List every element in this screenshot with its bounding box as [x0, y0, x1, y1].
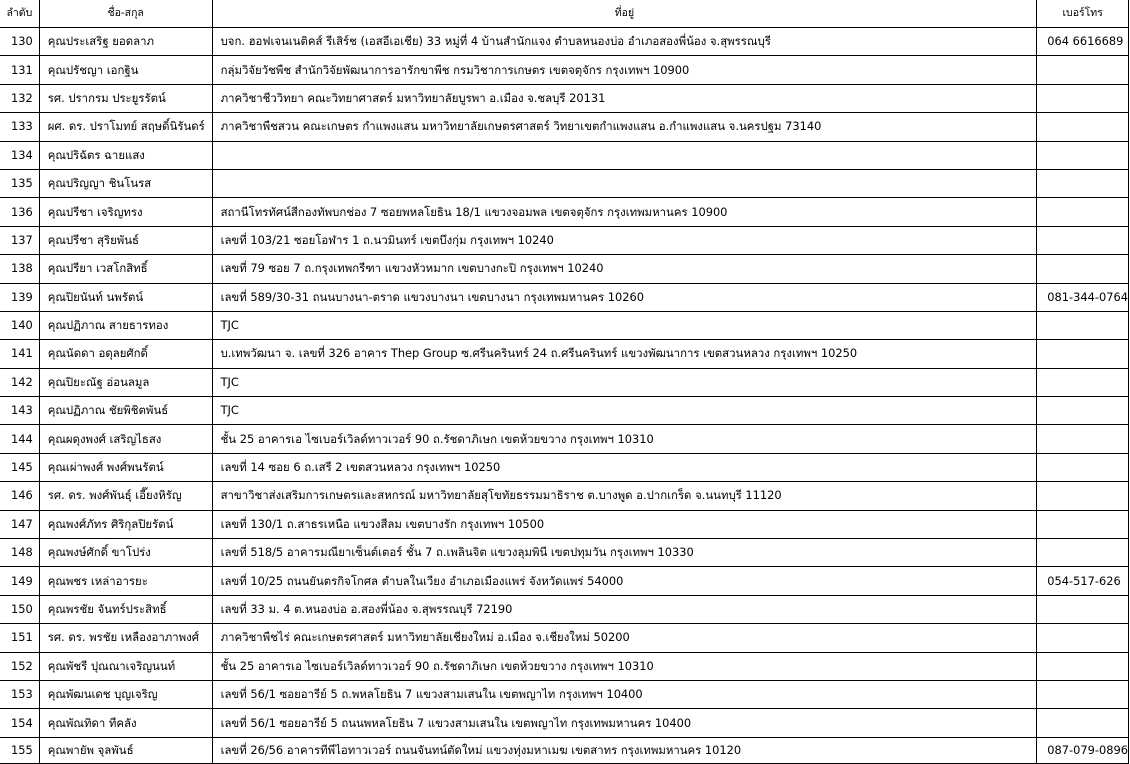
row-number: 150 — [0, 595, 39, 623]
row-address: สาขาวิชาส่งเสริมการเกษตรและสหกรณ์ มหาวิทยาลัยสุโขทัยธรรมมาธิราช ต.บางพูด อ.ปากเกร็ด จ.นนทบุรี 11120 — [212, 482, 1037, 510]
table-row — [0, 539, 1129, 567]
row-phone — [1037, 624, 1129, 652]
row-phone: 064 6616689 — [1037, 28, 1129, 56]
table-row — [0, 311, 1129, 339]
row-address: บจก. ฮอฟเจนเนติคส์ รีเสิร์ช (เอสอีเอเชีย) 33 หมู่ที่ 4 บ้านสำนักแจง ตำบลหนองบ่อ อำเภอสองพี่น้อง จ.สุพรรณบุรี — [212, 28, 1037, 56]
row-address: เลขที่ 589/30-31 ถนนบางนา-ตราด แขวงบางนา เขตบางนา กรุงเทพมหานคร 10260 — [212, 283, 1037, 311]
row-number: 136 — [0, 198, 39, 226]
row-name: คุณประเสริฐ ยอดลาภ — [39, 28, 212, 56]
table-row — [0, 340, 1129, 368]
row-address: ชั้น 25 อาคารเอ ไซเบอร์เวิลด์ทาวเวอร์ 90 ถ.รัชดาภิเษก เขตห้วยขวาง กรุงเทพฯ 10310 — [212, 425, 1037, 453]
table-row — [0, 510, 1129, 538]
table-row — [0, 198, 1129, 226]
row-address: TJC — [212, 368, 1037, 396]
row-phone — [1037, 226, 1129, 254]
row-name: คุณปิยะณัฐ อ่อนลมูล — [39, 368, 212, 396]
row-number: 153 — [0, 680, 39, 708]
row-address: ภาควิชาพืชไร่ คณะเกษตรศาสตร์ มหาวิทยาลัยเชียงใหม่ อ.เมือง จ.เชียงใหม่ 50200 — [212, 624, 1037, 652]
row-name: คุณพัณทิดา ทีคลัง — [39, 709, 212, 737]
row-name: คุณปรัชญา เอกฐิน — [39, 56, 212, 84]
row-number: 146 — [0, 482, 39, 510]
row-address: เลขที่ 10/25 ถนนยันตรกิจโกศล ตำบลในเวียง อำเภอเมืองแพร่ จังหวัดแพร่ 54000 — [212, 567, 1037, 595]
row-number: 138 — [0, 255, 39, 283]
row-address: เลขที่ 79 ซอย 7 ถ.กรุงเทพกรีฑา แขวงหัวหมาก เขตบางกะปิ กรุงเทพฯ 10240 — [212, 255, 1037, 283]
table-row — [0, 169, 1129, 197]
table-row — [0, 141, 1129, 169]
row-name: คุณปรีชา เจริญทรง — [39, 198, 212, 226]
row-address: เลขที่ 14 ซอย 6 ถ.เสรี 2 เขตสวนหลวง กรุงเทพฯ 10250 — [212, 453, 1037, 481]
row-address: สถานีโทรทัศน์สีกองทัพบกช่อง 7 ซอยพหลโยธิน 18/1 แขวงจอมพล เขตจตุจักร กรุงเทพมหานคร 10900 — [212, 198, 1037, 226]
table-row — [0, 113, 1129, 141]
table-row — [0, 595, 1129, 623]
row-number: 134 — [0, 141, 39, 169]
row-number: 151 — [0, 624, 39, 652]
row-name: คุณปฏิภาณ ชัยพิชิตพันธ์ — [39, 397, 212, 425]
row-phone — [1037, 255, 1129, 283]
row-name: คุณปริญญา ชินโนรส — [39, 169, 212, 197]
row-address: เลขที่ 518/5 อาคารมณียาเซ็นต์เตอร์ ชั้น 7 ถ.เพลินจิต แขวงลุมพินี เขตปทุมวัน กรุงเทพฯ 10330 — [212, 539, 1037, 567]
row-number: 137 — [0, 226, 39, 254]
row-phone — [1037, 453, 1129, 481]
row-name: คุณปรียา เวสโกสิทธิ์ — [39, 255, 212, 283]
row-number: 143 — [0, 397, 39, 425]
row-number: 140 — [0, 311, 39, 339]
row-name: คุณพายัพ จุลพันธ์ — [39, 737, 212, 763]
row-name: คุณพงษ์ศักดิ์ ขาโปร่ง — [39, 539, 212, 567]
row-phone — [1037, 56, 1129, 84]
row-name: คุณพชร เหล่าอารยะ — [39, 567, 212, 595]
row-number: 139 — [0, 283, 39, 311]
row-name: คุณนัดดา อดุลยศักดิ์ — [39, 340, 212, 368]
row-phone — [1037, 311, 1129, 339]
row-name: รศ. ดร. พรชัย เหลืองอาภาพงศ์ — [39, 624, 212, 652]
row-phone — [1037, 482, 1129, 510]
header-number: ลำดับ — [0, 0, 39, 28]
row-phone — [1037, 680, 1129, 708]
row-name: คุณเผ่าพงศ์ พงศ์พนรัตน์ — [39, 453, 212, 481]
row-address: TJC — [212, 311, 1037, 339]
row-address: กลุ่มวิจัยวัชพืช สำนักวิจัยพัฒนาการอารักขาพืช กรมวิชาการเกษตร เขตจตุจักร กรุงเทพฯ 10900 — [212, 56, 1037, 84]
row-phone — [1037, 652, 1129, 680]
row-phone — [1037, 539, 1129, 567]
row-number: 155 — [0, 737, 39, 763]
row-number: 147 — [0, 510, 39, 538]
row-address: ภาควิชาชีววิทยา คณะวิทยาศาสตร์ มหาวิทยาลัยบูรพา อ.เมือง จ.ชลบุรี 20131 — [212, 84, 1037, 112]
row-number: 144 — [0, 425, 39, 453]
row-number: 145 — [0, 453, 39, 481]
row-phone — [1037, 169, 1129, 197]
row-address: TJC — [212, 397, 1037, 425]
row-name: คุณพรชัย จันทร์ประสิทธิ์ — [39, 595, 212, 623]
row-phone — [1037, 84, 1129, 112]
row-phone — [1037, 340, 1129, 368]
row-name: รศ. ดร. พงศ์พันธุ์ เอี๊ยงหิรัญ — [39, 482, 212, 510]
row-phone: 087-079-0896 — [1037, 737, 1129, 763]
row-name: คุณปิยนันท์ นพรัตน์ — [39, 283, 212, 311]
table-row — [0, 624, 1129, 652]
table-row — [0, 453, 1129, 481]
header-phone: เบอร์โทร — [1037, 0, 1129, 28]
row-phone — [1037, 198, 1129, 226]
row-phone — [1037, 368, 1129, 396]
table-row — [0, 737, 1129, 763]
row-address: เลขที่ 56/1 ซอยอารีย์ 5 ถนนพหลโยธิน 7 แขวงสามเสนใน เขตพญาไท กรุงเทพมหานคร 10400 — [212, 709, 1037, 737]
row-address: เลขที่ 130/1 ถ.สาธรเหนือ แขวงสีลม เขตบางรัก กรุงเทพฯ 10500 — [212, 510, 1037, 538]
row-phone — [1037, 510, 1129, 538]
table-row — [0, 482, 1129, 510]
row-address: เลขที่ 26/56 อาคารทีพีไอทาวเวอร์ ถนนจันทน์ตัดใหม่ แขวงทุ่งมหาเมฆ เขตสาทร กรุงเทพมหานคร 10120 — [212, 737, 1037, 763]
row-address: บ.เทพวัฒนา จ. เลขที่ 326 อาคาร Thep Group ซ.ศรีนครินทร์ 24 ถ.ศรีนครินทร์ แขวงพัฒนาการ เขตสวนหลวง กรุงเทพฯ 10250 — [212, 340, 1037, 368]
row-name: คุณพงศ์ภัทร ศิริกุลปิยรัตน์ — [39, 510, 212, 538]
row-number: 132 — [0, 84, 39, 112]
row-phone — [1037, 113, 1129, 141]
row-phone: 081-344-0764 — [1037, 283, 1129, 311]
row-address: เลขที่ 103/21 ซอยโอฬาร 1 ถ.นวมินทร์ เขตบึงกุ่ม กรุงเทพฯ 10240 — [212, 226, 1037, 254]
row-phone — [1037, 595, 1129, 623]
row-phone — [1037, 397, 1129, 425]
table-row — [0, 368, 1129, 396]
row-phone — [1037, 425, 1129, 453]
row-name: คุณพัฒนเดช บุญเจริญ — [39, 680, 212, 708]
row-name: คุณพัชรี ปุณณาเจริญนนท์ — [39, 652, 212, 680]
row-number: 142 — [0, 368, 39, 396]
row-name: รศ. ปรากรม ประยูรรัตน์ — [39, 84, 212, 112]
table-row — [0, 709, 1129, 737]
table-row — [0, 283, 1129, 311]
row-name: คุณปรีชา สุริยพันธ์ — [39, 226, 212, 254]
row-name: คุณผดุงพงศ์ เสริญไธสง — [39, 425, 212, 453]
row-address: เลขที่ 56/1 ซอยอารีย์ 5 ถ.พหลโยธิน 7 แขวงสามเสนใน เขตพญาไท กรุงเทพฯ 10400 — [212, 680, 1037, 708]
row-number: 154 — [0, 709, 39, 737]
table-row — [0, 397, 1129, 425]
row-phone — [1037, 709, 1129, 737]
row-address: ภาควิชาพืชสวน คณะเกษตร กำแพงแสน มหาวิทยาลัยเกษตรศาสตร์ วิทยาเขตกำแพงแสน อ.กำแพงแสน จ.นครปฐม 73140 — [212, 113, 1037, 141]
row-phone — [1037, 141, 1129, 169]
row-number: 133 — [0, 113, 39, 141]
row-name: ผศ. ดร. ปราโมทย์ สฤษดิ์นิรันดร์ — [39, 113, 212, 141]
row-address — [212, 141, 1037, 169]
table-row — [0, 652, 1129, 680]
row-name: คุณปริฉัตร ฉายแสง — [39, 141, 212, 169]
row-number: 148 — [0, 539, 39, 567]
table-row — [0, 255, 1129, 283]
table-row — [0, 226, 1129, 254]
row-number: 135 — [0, 169, 39, 197]
table-row — [0, 56, 1129, 84]
row-phone: 054-517-626 — [1037, 567, 1129, 595]
row-number: 149 — [0, 567, 39, 595]
row-number: 141 — [0, 340, 39, 368]
row-address: ชั้น 25 อาคารเอ ไซเบอร์เวิลด์ทาวเวอร์ 90 ถ.รัชดาภิเษก เขตห้วยขวาง กรุงเทพฯ 10310 — [212, 652, 1037, 680]
header-row — [0, 0, 1129, 28]
table-row — [0, 567, 1129, 595]
table-row — [0, 680, 1129, 708]
row-name: คุณปฏิภาณ สายธารทอง — [39, 311, 212, 339]
row-number: 131 — [0, 56, 39, 84]
table-row — [0, 425, 1129, 453]
header-name: ชื่อ-สกุล — [39, 0, 212, 28]
header-address: ที่อยู่ — [212, 0, 1037, 28]
row-address: เลขที่ 33 ม. 4 ต.หนองบ่อ อ.สองพี่น้อง จ.สุพรรณบุรี 72190 — [212, 595, 1037, 623]
row-address — [212, 169, 1037, 197]
row-number: 152 — [0, 652, 39, 680]
table-row — [0, 28, 1129, 56]
row-number: 130 — [0, 28, 39, 56]
table-row — [0, 84, 1129, 112]
